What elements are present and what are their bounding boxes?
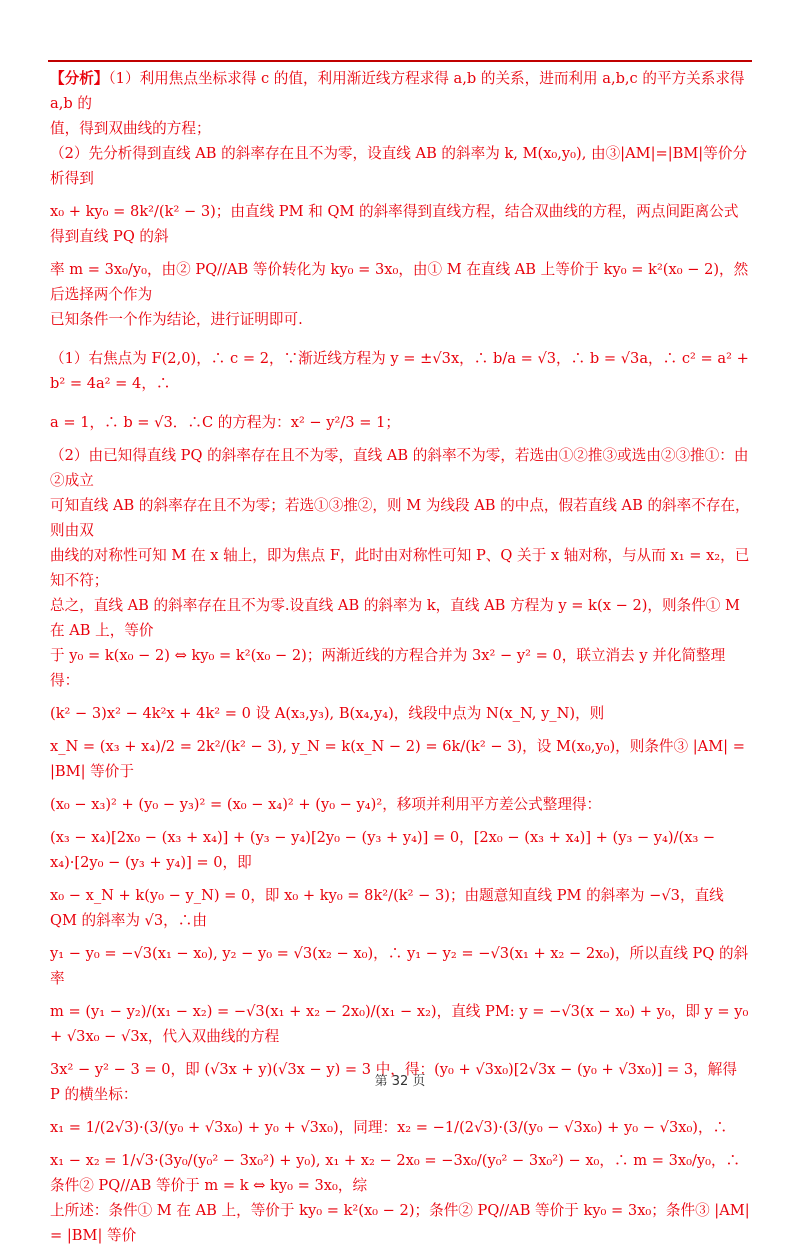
analysis-line: （2）先分析得到直线 AB 的斜率存在且不为零，设直线 AB 的斜率为 k, M(x₀,y₀), 由③|AM|=|BM|等价分析得到	[50, 145, 748, 187]
solution-line: 于 y₀ = k(x₀ − 2) ⇔ ky₀ = k²(x₀ − 2)；两渐近线的方程合并为 3x² − y² = 0，联立消去 y 并化简整理得：	[50, 647, 726, 689]
solution-line: x₁ = 1/(2√3)·(3/(y₀ + √3x₀) + y₀ + √3x₀)，同理：x₂ = −1/(2√3)·(3/(y₀ − √3x₀) + y₀ − √3x₀)，∴	[50, 1119, 728, 1136]
solution-line: x₀ − x_N + k(y₀ − y_N) = 0，即 x₀ + ky₀ = 8k²/(k² − 3)；由题意知直线 PM 的斜率为 −√3，直线 QM 的斜率为 √3，∴由	[50, 887, 724, 929]
solution-line: (x₀ − x₃)² + (y₀ − y₃)² = (x₀ − x₄)² + (y₀ − y₄)²，移项并利用平方差公式整理得：	[50, 796, 602, 813]
header-rule	[48, 60, 752, 62]
solution-line: a = 1，∴ b = √3．∴C 的方程为：x² − y²/3 = 1；	[50, 414, 400, 431]
solution-line: 上所述：条件① M 在 AB 上，等价于 ky₀ = k²(x₀ − 2)；条件② PQ//AB 等价于 ky₀ = 3x₀；条件③ |AM| = |BM| 等价	[50, 1202, 750, 1244]
solution-line: (x₃ − x₄)[2x₀ − (x₃ + x₄)] + (y₃ − y₄)[2y₀ − (y₃ + y₄)] = 0，[2x₀ − (x₃ + x₄)] + (y₃ − y₄)/(x₃ − x₄)·[2y₀ − (y₃ + y₄)] = 0，即	[50, 829, 716, 871]
analysis-line: 已知条件一个作为结论，进行证明即可.	[50, 311, 303, 328]
solution-line: (k² − 3)x² − 4k²x + 4k² = 0 设 A(x₃,y₃), B(x₄,y₄)，线段中点为 N(x_N, y_N)，则	[50, 705, 605, 722]
analysis-line-1	[50, 66, 750, 116]
page-number: 第 32 页	[374, 1074, 426, 1089]
solution-line: （2）由已知得直线 PQ 的斜率存在且不为零，直线 AB 的斜率不为零，若选由①②推③或选由②③推①：由②成立	[50, 447, 749, 489]
solution-line: y₁ − y₀ = −√3(x₁ − x₀), y₂ − y₀ = √3(x₂ − x₀)，∴ y₁ − y₂ = −√3(x₁ + x₂ − 2x₀)，所以直线 PQ 的斜率	[50, 945, 749, 987]
solution-line: 3x² − y² − 3 = 0，即 (√3x + y)(√3x − y) = 3 中，得：(y₀ + √3x₀)[2√3x − (y₀ + √3x₀)] = 3，解得 P 的横坐标：	[50, 1061, 737, 1103]
analysis-text: （1）利用焦点坐标求得 c 的值，利用渐近线方程求得 a,b 的关系，进而利用 a,b,c 的平方关系求得 a,b 的	[50, 70, 745, 112]
solution-line: m = (y₁ − y₂)/(x₁ − x₂) = −√3(x₁ + x₂ − 2x₀)/(x₁ − x₂)，直线 PM: y = −√3(x − x₀) + y₀，即 y = y₀ + √3x₀ − √3x，代入双曲线的方程	[50, 1003, 749, 1045]
solution-line: 曲线的对称性可知 M 在 x 轴上，即为焦点 F，此时由对称性可知 P、Q 关于 x 轴对称，与从而 x₁ = x₂，已知不符；	[50, 547, 750, 589]
analysis-tag: 【分析】	[50, 70, 109, 87]
solution-line: （1）右焦点为 F(2,0)，∴ c = 2，∵渐近线方程为 y = ±√3x，∴ b/a = √3，∴ b = √3a，∴ c² = a² + b² = 4a² = 4，∴	[50, 350, 749, 392]
solution-line: 总之，直线 AB 的斜率存在且不为零.设直线 AB 的斜率为 k，直线 AB 方程为 y = k(x − 2)，则条件① M 在 AB 上，等价	[50, 597, 740, 639]
analysis-line: 值，得到双曲线的方程；	[50, 120, 211, 137]
solution-line: x_N = (x₃ + x₄)/2 = 2k²/(k² − 3), y_N = k(x_N − 2) = 6k/(k² − 3)，设 M(x₀,y₀)，则条件③ |AM| = |BM| 等价于	[50, 738, 745, 780]
solution-line: 可知直线 AB 的斜率存在且不为零；若选①③推②，则 M 为线段 AB 的中点，假若直线 AB 的斜率不存在，则由双	[50, 497, 750, 539]
analysis-line: 率 m = 3x₀/y₀，由② PQ//AB 等价转化为 ky₀ = 3x₀，由① M 在直线 AB 上等价于 ky₀ = k²(x₀ − 2)，然后选择两个作为	[50, 261, 749, 303]
analysis-line: x₀ + ky₀ = 8k²/(k² − 3)；由直线 PM 和 QM 的斜率得到直线方程，结合双曲线的方程，两点间距离公式得到直线 PQ 的斜	[50, 203, 739, 245]
solution-line: x₁ − x₂ = 1/√3·(3y₀/(y₀² − 3x₀²) + y₀), x₁ + x₂ − 2x₀ = −3x₀/(y₀² − 3x₀²) − x₀，∴ m = 3x₀/y₀，∴条件② PQ//AB 等价于 m = k ⇔ ky₀ = 3x₀，综	[50, 1152, 741, 1194]
